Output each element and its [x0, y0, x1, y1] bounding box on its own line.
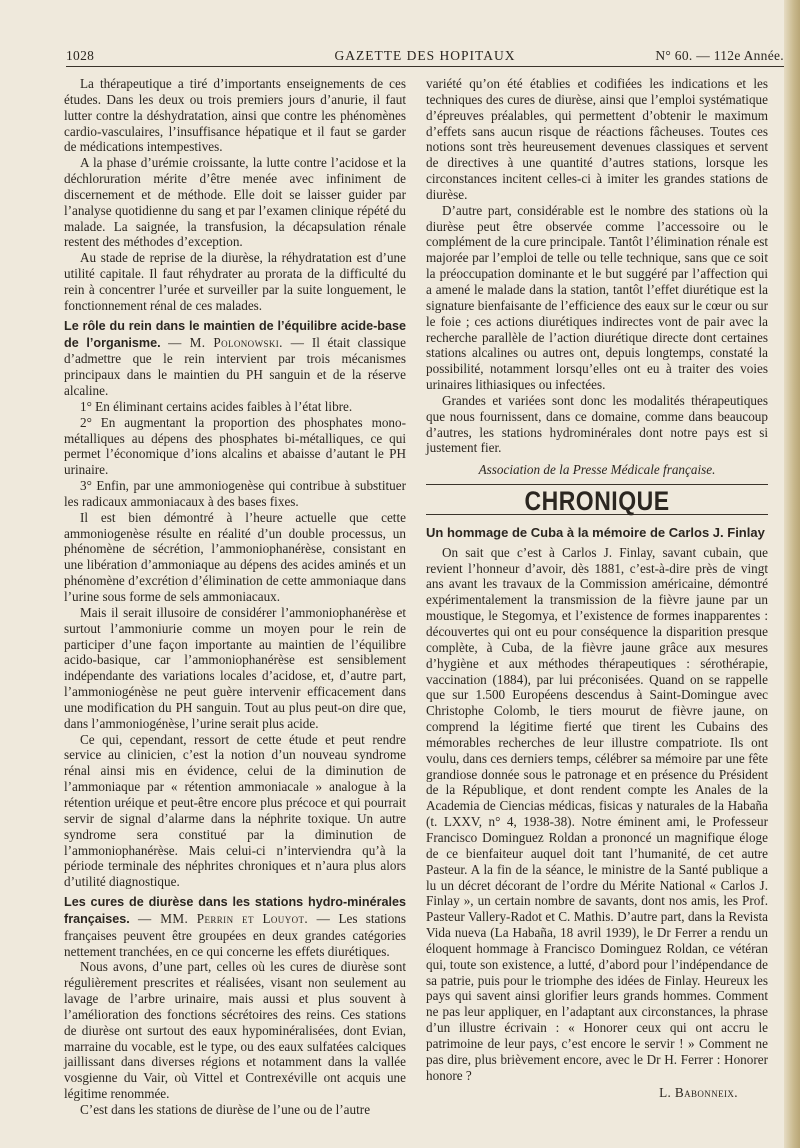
section-heading: Le rôle du rein dans le maintien de l’équilibre acide-base de l’organisme. [64, 318, 406, 350]
section-author: — MM. Perrin et Louyot. — [138, 910, 331, 926]
journal-title: GAZETTE DES HOPITAUX [334, 48, 516, 63]
issue-number: N° 60. — 112e Année. [655, 48, 784, 63]
section-text: Les stations françaises peuvent être groupées en deux grandes catégories nettement tranchées, en ce qui concerne les effets diurétiques. [64, 910, 407, 959]
section-text: Il était classique d’admettre que le rein intervient par trois mécanismes principaux dans le maintien du PH sanguin et de la réserve alcaline. [64, 334, 407, 399]
paragraph: Grandes et variées sont donc les modalités thérapeutiques que nous fournissent, dans ce domaine, comme dans beaucoup d’autres, les stations hydrominérales dont notre pays est si justement fier. [426, 392, 768, 456]
paragraph: A la phase d’urémie croissante, la lutte contre l’acidose et la déchloruration mérite d’être menée avec infiniment de discernement et de méthode. Elle doit se laisser guider par l’analyse quotidienne du sang et par l’examen clinique répété du malade. La saignée, la transfusion, la décapsulation rénale restent des méthodes d’exception. [64, 155, 406, 250]
signature: Association de la Presse Médicale française. [478, 462, 716, 478]
paragraph: variété qu’on été établies et codifiées les indications et les techniques des cures de diurèse, ainsi que l’emploi systématique d’épreuves préalables, qui permettent d’obtenir le maximum d’effets sans aucun risque de réactions fâcheuses. Toutes ces notions sont très heureusement devenues classiques et servent de directives à une quantité d’autres stations, lorsque les circonstances incitent celles-ci à imiter les grandes stations de diurèse. [426, 76, 768, 202]
running-header [66, 46, 784, 67]
section-rein [64, 318, 406, 399]
paragraph: Il est bien démontré à l’heure actuelle que cette ammoniogenèse résulte en réalité d’un double processus, un phénomène de sécrétion, l’ammoniophanérèse, consistant en une libération d’ammoniaque au dépens des acides aminés et un phénomène d’excrétion d’élimination de cette ammoniaque dans l’urine sous forme de sels ammoniacaux. [64, 509, 406, 604]
paragraph: La thérapeutique a tiré d’importants enseignements de ces études. Dans les deux ou trois premiers jours d’anurie, il faut lutter contre la déshydratation, ainsi que contre les phénomènes cardio-vasculaires, l’insuffisance hépatique et il faut se garder de médications intempestives. [64, 76, 406, 155]
paragraph: Au stade de reprise de la diurèse, la réhydratation est d’une utilité capitale. Il faut réhydrater au prorata de la difficulté du rein à concentrer l’urée et surveiller par la suite longuement, le fonctionnement rénal de ces malades. [64, 250, 406, 313]
article-author: L. Babonneix. [659, 1085, 738, 1101]
paragraph: D’autre part, considérable est le nombre des stations où la diurèse peut être observée comme l’accessoire ou le complément de la cure principale. Tantôt l’élimination rénale est majorée par l’emploi de telle ou telle technique, sans que ce soit la préoccupation dominante et le but suggéré par l’affection qui a amené le malade dans la station, tantôt l’effet diurétique est la signature bienfaisante de l’efficience des eaux sur le cœur ou sur le foie ; ces actions diurétiques indirectes vont de pair avec la recherche parallèle de l’action diurétique directe dont certaines stations alcalines ou autres ont, depuis longtemps, constaté la possibilité, notamment lorsqu’elles ont eu à traiter des voies urinaires lithiasiques ou infectées. [426, 202, 768, 393]
list-item: 3° Enfin, par une ammoniogenèse qui contribue à substituer les radicaux ammoniacaux à des bases fixes. [64, 478, 406, 509]
right-column [426, 76, 768, 1101]
paragraph: Mais il serait illusoire de considérer l’ammoniophanérèse et surtout l’ammoniurie comme un moyen pour le rein de participer d’une façon importante au maintien de l’équilibre acido-basique, car l’ammoniophanérèse est sensiblement indépendante des variations locales d’acidose, et, d’autre part, l’ammoniogénèse ne peut guère intervenir efficacement dans une modification du PH sanguin. Tout au plus peut-on dire que, dans l’ammoniogénèse, l’urine serait plus acide. [64, 604, 406, 731]
section-cures [64, 894, 406, 959]
left-column [64, 76, 406, 1118]
page-edge [784, 0, 800, 1148]
section-heading: Les cures de diurèse dans les stations hydro-minérales françaises. [64, 895, 406, 926]
paragraph: Ce qui, cependant, ressort de cette étude et peut rendre service au clinicien, c’est la notion d’un nouveau syndrome rénal ainsi mis en évidence, celui de la diminution de l’ammoniaque par « rétention ammoniacale » analogue à la rétention uréique et peut-être encore plus précoce et qui pourrait servir de signal d’alarme dans la néphrite toxique. Un autre syndrome sera constitué par la diminution de l’ammoniophanérèse. Mais celui-ci n’interviendra qu’à la période terminale des néphrites chroniques et n’aura plus alors d’utilité diagnostique. [64, 731, 406, 890]
chronique-heading: CHRONIQUE [524, 486, 670, 517]
divider [426, 484, 768, 485]
section-author: — M. Polonowski. — [168, 334, 305, 350]
paragraph: On sait que c’est à Carlos J. Finlay, savant cubain, que revient l’honneur d’avoir, dès 1881, c’est-à-dire près de vingt ans avant les travaux de la Commission américaine, démontré expérimentalement la transmission de la fièvre jaune par un moustique, le Stegomya, et l’existence de formes inapparentes : découvertes qui ont eu pour conséquence la disparition presque complète, à Cuba, de la fièvre jaune grâce aux mesures d’hygiène et aux méthodes thérapeutiques : sérothérapie, vaccination (1884), par lui préconisées. Quand on se rappelle que sur 1.500 Européens descendus à Saint-Domingue avec Christophe Colomb, le tiers mourut de fièvre jaune, on comprend la légitime fierté que tirent les Cubains des mémorables recherches de leur illustre compatriote. Ils ont voulu, dans ces derniers temps, célébrer sa mémoire par une fête grandiose donnée sous le patronage et en présence du Président de la République, et dont rendent compte les Anales de la Academia de Ciencias médicas, fisicas y naturales de la Habaña (t. LXXV, n° 4, 1938-38). Notre éminent ami, le Professeur Francisco Dominguez Roldan a prononcé un magnifique éloge de ce bienfaiteur auquel doit tant l’humanité, de cet autre Pasteur. A la fin de la séance, le ministre de la Santé publique a lu un décret décorant de l’ordre du Mérite National « Carlos J. Finlay », un certain nombre de savants, dont nos amis, les Prof. Pasteur Vallery-Radot et C. Mathis. D’autre part, dans la Revista Vida nueva (La Habaña, 18 avril 1939), le Dr Ferrer a rendu un éloquent hommage à Francisco Dominguez Roldan, ce vétéran qui, toute son existence, a lutté, d’abord pour l’indépendance de sa patrie, puis pour le triomphe des idées de Finlay. Heureux les pays qui savent ainsi glorifier leurs grands hommes. Comment ne pas leur appliquer, en l’adaptant aux circonstances, la phrase d’un illustre écrivain : « Honorer ceux qui ont accru le patrimoine de leur pays, c’est encore le servir ! » Comment ne pas dire, plus brièvement encore, avec le Dr H. Ferrer : Honorer honore ? [426, 544, 768, 1083]
list-item: 2° En augmentant la proportion des phosphates mono-métalliques au dépens des phosphates bi-métalliques, ce qui permet l’économique d’ions alcalins et abaisse d’autant le PH urinaire. [64, 414, 406, 478]
list-item: 1° En éliminant certains acides faibles à l’état libre. [80, 398, 353, 414]
page-number: 1028 [66, 48, 95, 63]
paragraph: C’est dans les stations de diurèse de l’une ou de l’autre [80, 1102, 371, 1117]
article-title: Un hommage de Cuba à la mémoire de Carlos J. Finlay [426, 524, 765, 540]
paragraph: Nous avons, d’une part, celles où les cures de diurèse sont régulièrement prescrites et réalisées, visant non seulement au lavage de l’arbre urinaire, mais aussi et plus souvent à l’amélioration des fonctions sécrétoires des reins. Ces stations de diurèse ont surtout des eaux hypominéralisées, dont Evian, marraine du vocable, est le type, ou des eaux sulfatées calciques jaillissant dans diverses régions et notamment dans la vallée vosgienne du Vair, où Vittel et Contrexéville ont acquis une légitime renommée. [64, 959, 406, 1102]
